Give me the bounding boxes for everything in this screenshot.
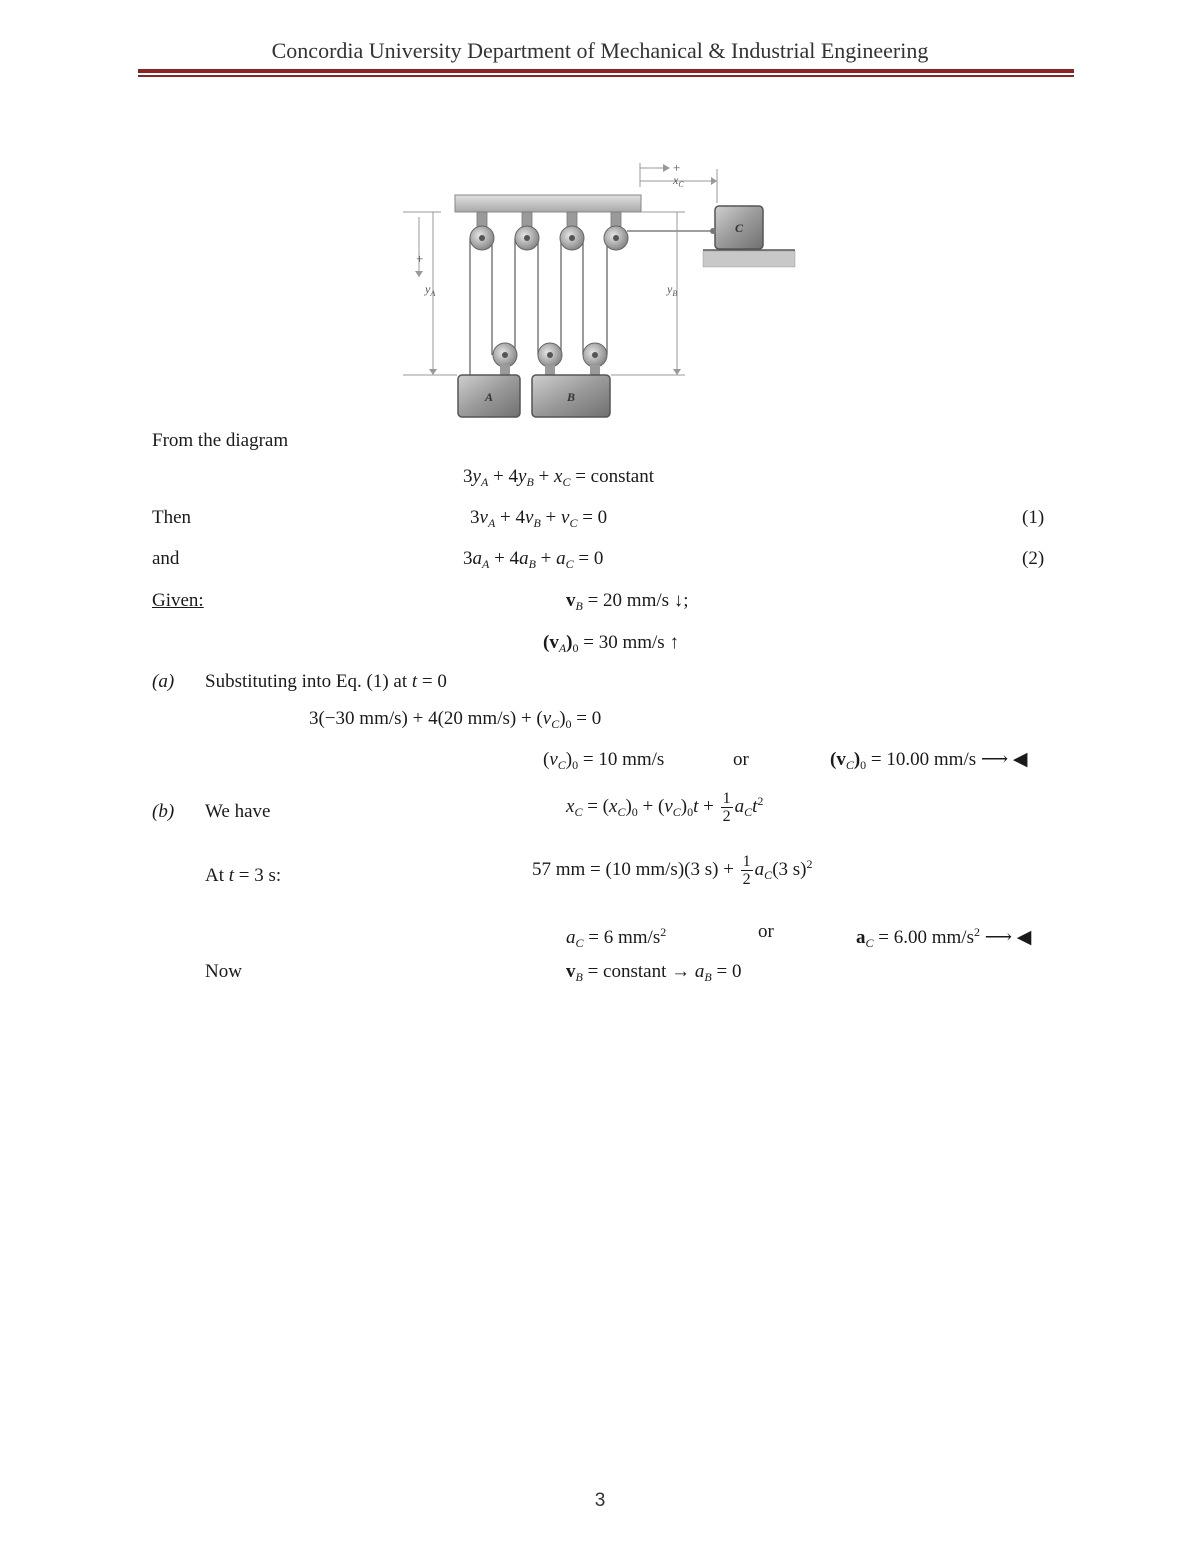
- part-a-text: Substituting into Eq. (1) at t = 0: [205, 671, 447, 692]
- equation-number-1: (1): [1022, 507, 1045, 528]
- part-b-marker: (b): [152, 801, 175, 822]
- equation-number-2: (2): [1022, 548, 1045, 569]
- ground-surface: [703, 251, 795, 267]
- fraction-one-half: $\frac{1}{2}$: [742, 853, 751, 889]
- then-label: Then: [152, 507, 192, 528]
- part-b-label: We have: [205, 801, 271, 822]
- position-at-3s-equation: 57 mm = (10 mm/s)(3 s) + $\frac{1}{2}$ $a_C(3$ s)$^2$: [532, 853, 813, 889]
- ya-label: $y_A$: [425, 282, 436, 298]
- page-number: 3: [594, 1490, 606, 1511]
- given-vb: $v_B = 20$ mm/s ↓;: [566, 590, 689, 613]
- position-equation: $x_C = (x_C)_0 + (v_C)_0t$ + $\frac{1}{2}$ $a_Ct^2$: [566, 790, 764, 826]
- fraction-one-half: $\frac{1}{2}$: [722, 790, 731, 826]
- velocity-equation: $3v_A + 4v_B + v_C = 0$: [470, 507, 608, 530]
- part-a-marker: (a): [152, 671, 175, 692]
- and-label: and: [152, 548, 180, 569]
- pulley-diagram: [395, 155, 805, 423]
- part-a-vc0: $(v_C)_0 = 10$ mm/s: [543, 749, 665, 772]
- vb-constant-equation: $v_B$ = constant → $a_B = 0$: [566, 961, 742, 984]
- ac-result: $a_C = 6.00$ $mm/s^2$ ⟶ ◀: [856, 925, 1032, 950]
- ya-plus-sign: +: [416, 251, 424, 266]
- acceleration-equation: $3a_A + 4a_B + a_C = 0$: [463, 548, 604, 571]
- pulley-brackets: [477, 212, 621, 232]
- part-a-or: or: [733, 749, 749, 770]
- block-b-label: B: [566, 390, 576, 404]
- constraint-equation: $3y_A + 4y_B + x_C$ = constant: [463, 466, 654, 489]
- part-b-or: or: [758, 921, 774, 942]
- part-a-substitution: 3(−30 mm/s) + 4(20 $mm/s) + (v_C)_0 = 0$: [309, 708, 602, 731]
- now-label: Now: [205, 961, 242, 982]
- ac-value: $a_C = 6$ $mm/s^2$: [566, 925, 667, 950]
- yb-label: $y_B$: [667, 282, 678, 298]
- part-a-result: $(v_C)_0 = 10.00$ mm/s ⟶ ◀: [830, 749, 1028, 772]
- header-rule-thin: [138, 75, 1074, 77]
- bottom-pulleys: [493, 343, 607, 375]
- top-pulleys: [470, 226, 628, 250]
- ceiling-beam: [455, 195, 641, 212]
- at-t-label: At t = 3 s:: [205, 865, 282, 886]
- intro-text: From the diagram: [152, 430, 289, 451]
- xc-plus-sign: +: [673, 160, 681, 175]
- given-va0: $(v_A)_0 = 30$ mm/s ↑: [543, 632, 679, 655]
- page-header: Concordia University Department of Mechanical & Industrial Engineering: [271, 38, 929, 63]
- xc-label: $x_C$: [673, 173, 684, 189]
- block-a-label: A: [484, 390, 494, 404]
- given-label: Given:: [152, 590, 204, 611]
- header-rule-thick: [138, 69, 1074, 73]
- block-c-label: C: [734, 221, 744, 235]
